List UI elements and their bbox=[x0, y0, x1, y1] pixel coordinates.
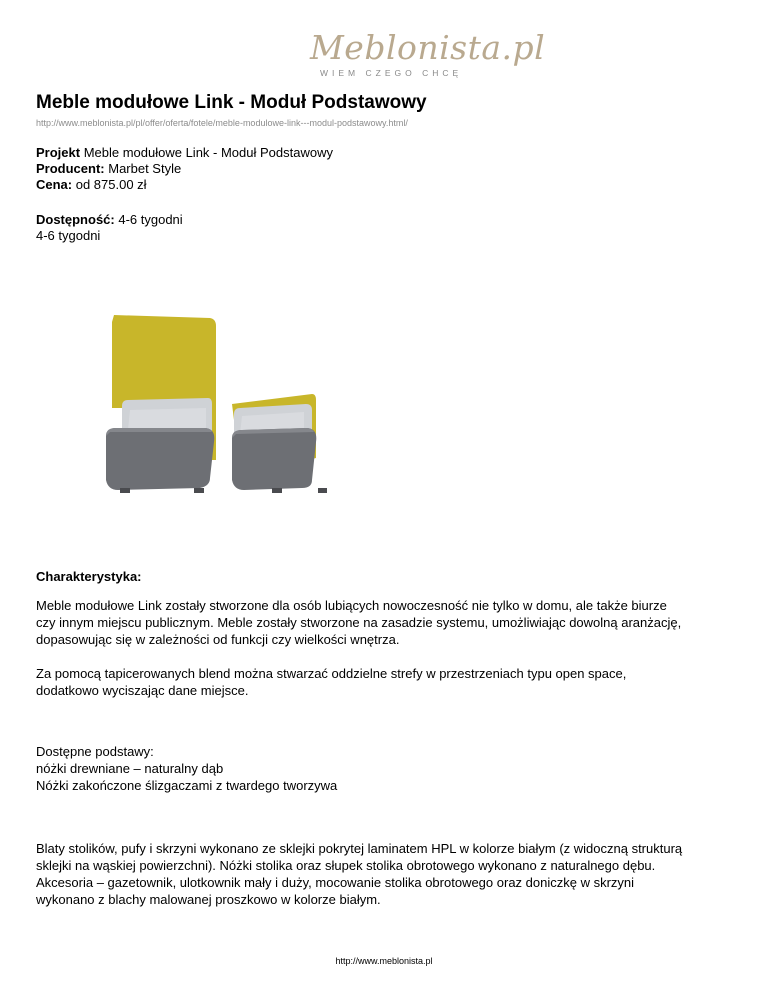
project-value: Meble modułowe Link - Moduł Podstawowy bbox=[80, 145, 333, 160]
availability-row bbox=[36, 212, 183, 228]
page-title: Meble modułowe Link - Moduł Podstawowy bbox=[36, 92, 427, 113]
description-paragraph-4 bbox=[36, 840, 736, 908]
text-line: nóżki drewniane – naturalny dąb bbox=[36, 761, 224, 776]
project-row bbox=[36, 145, 333, 161]
price-label: Cena: bbox=[36, 177, 73, 192]
text-line: dodatkowo wyciszając dane miejsce. bbox=[36, 683, 249, 698]
text-line: Dostępne podstawy: bbox=[36, 744, 154, 759]
text-line: dopasowując się w zależności od funkcji czy wielkości wnętrza. bbox=[36, 632, 400, 647]
bases-list bbox=[36, 743, 736, 794]
left-seat-base bbox=[106, 428, 214, 490]
producer-label: Producent: bbox=[36, 161, 105, 176]
text-line: wykonano z blachy malowanej proszkowo w kolorze białym. bbox=[36, 892, 381, 907]
right-seat-base bbox=[232, 428, 316, 490]
product-info bbox=[36, 145, 333, 193]
site-logo[interactable] bbox=[300, 28, 546, 84]
availability-label: Dostępność: bbox=[36, 212, 115, 227]
producer-row bbox=[36, 161, 333, 177]
text-line: Za pomocą tapicerowanych blend można stwarzać oddzielne strefy w przestrzeniach typu open space, bbox=[36, 666, 627, 681]
price-row bbox=[36, 177, 333, 193]
description-paragraph-1 bbox=[36, 597, 736, 648]
text-line: Akcesoria – gazetownik, ulotkownik mały i duży, mocowanie stolika obrotowego oraz doniczkę w skrzyni bbox=[36, 875, 635, 890]
logo-tagline: WIEM CZEGO CHCĘ bbox=[320, 68, 463, 78]
product-image bbox=[100, 310, 360, 500]
price-value: od 875.00 zł bbox=[72, 177, 147, 192]
description-paragraph-2 bbox=[36, 665, 736, 699]
text-line: sklejki na wąskiej powierzchni). Nóżki stolika oraz słupek stolika obrotowego wykonano z naturalnego dębu. bbox=[36, 858, 656, 873]
source-url[interactable]: http://www.meblonista.pl/pl/offer/oferta/fotele/meble-modulowe-link---modul-podstawowy.html/ bbox=[36, 118, 408, 128]
text-line: Meble modułowe Link zostały stworzone dla osób lubiących nowoczesność nie tylko w domu, ale także biurze bbox=[36, 598, 667, 613]
logo-wordmark: Meblonista.pl bbox=[310, 28, 546, 67]
characteristics-heading: Charakterystyka: bbox=[36, 569, 142, 584]
text-line: czy innym miejscu publicznym. Meble zostały stworzone na zasadzie systemu, umożliwiając dowolną aranżację, bbox=[36, 615, 682, 630]
availability-value: 4-6 tygodni bbox=[114, 212, 183, 227]
text-line: Blaty stolików, pufy i skrzyni wykonano ze sklejki pokrytej laminatem HPL w kolorze białym (z widoczną strukturą bbox=[36, 841, 683, 856]
availability bbox=[36, 212, 183, 244]
availability-extra: 4-6 tygodni bbox=[36, 228, 101, 243]
project-label: Projekt bbox=[36, 145, 81, 160]
text-line: Nóżki zakończone ślizgaczami z twardego tworzywa bbox=[36, 778, 338, 793]
producer-value: Marbet Style bbox=[104, 161, 182, 176]
footer-url[interactable]: http://www.meblonista.pl bbox=[335, 956, 433, 966]
